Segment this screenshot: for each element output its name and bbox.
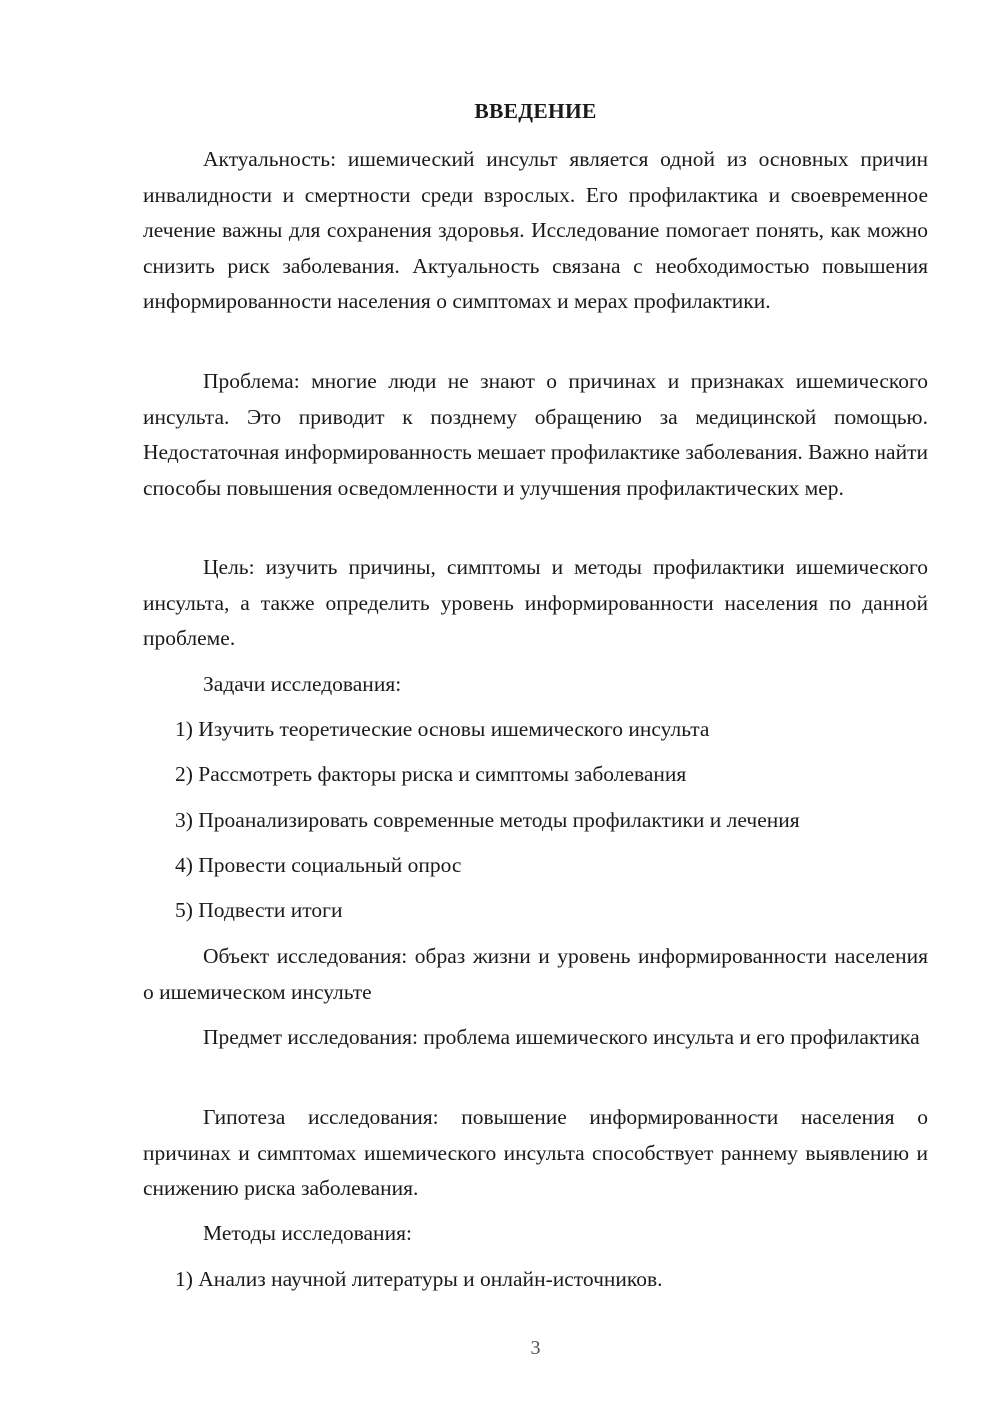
goal-paragraph: Цель: изучить причины, симптомы и методы профилактики ишемического инсульта, а также определить уровень информированности населения по данной проблеме. — [143, 555, 928, 650]
tasks-heading: Задачи исследования: — [203, 672, 402, 696]
page-title: ВВЕДЕНИЕ — [474, 99, 597, 123]
page-number: 3 — [530, 1337, 541, 1359]
object-paragraph: Объект исследования: образ жизни и уровень информированности населения о ишемическом инсульте — [143, 944, 928, 1004]
relevance-paragraph: Актуальность: ишемический инсульт является одной из основных причин инвалидности и смертности среди взрослых. Его профилактика и своевременное лечение важны для сохранения здоровья. Исследование помогает понять, как можно снизить риск заболевания. Актуальность связана с необходимостью повышения информированности населения о симптомах и мерах профилактики. — [143, 147, 928, 313]
task-item-4: 4) Провести социальный опрос — [175, 853, 462, 877]
task-item-1: 1) Изучить теоретические основы ишемического инсульта — [175, 717, 710, 741]
hypothesis-paragraph: Гипотеза исследования: повышение информированности населения о причинах и симптомах ишемического инсульта способствует раннему выявлению и снижению риска заболевания. — [143, 1105, 928, 1200]
methods-heading: Методы исследования: — [203, 1221, 412, 1245]
subject-paragraph: Предмет исследования: проблема ишемического инсульта и его профилактика — [203, 1025, 920, 1049]
task-item-3: 3) Проанализировать современные методы профилактики и лечения — [175, 808, 800, 832]
method-item-1: 1) Анализ научной литературы и онлайн-источников. — [175, 1267, 663, 1291]
document-page — [143, 0, 928, 1414]
task-item-5: 5) Подвести итоги — [175, 898, 343, 922]
task-item-2: 2) Рассмотреть факторы риска и симптомы заболевания — [175, 762, 687, 786]
problem-paragraph: Проблема: многие люди не знают о причинах и признаках ишемического инсульта. Это приводит к позднему обращению за медицинской помощью. Недостаточная информированность мешает профилактике заболевания. Важно найти способы повышения осведомленности и улучшения профилактических мер. — [143, 369, 928, 500]
